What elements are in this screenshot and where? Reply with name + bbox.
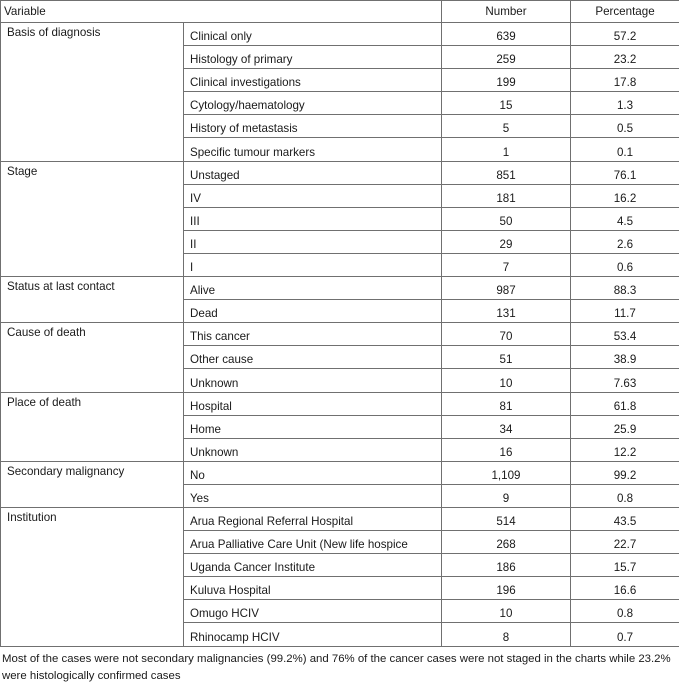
number-cell: 8 xyxy=(442,623,571,646)
number-cell: 5 xyxy=(442,115,571,138)
category-cell: II xyxy=(184,230,442,253)
number-cell: 268 xyxy=(442,531,571,554)
header-row xyxy=(1,1,679,23)
number-cell: 1,109 xyxy=(442,461,571,484)
number-cell: 9 xyxy=(442,484,571,507)
number-cell: 10 xyxy=(442,600,571,623)
percentage-cell: 57.2 xyxy=(571,23,679,46)
variable-cell: Institution xyxy=(1,507,184,646)
percentage-cell: 0.6 xyxy=(571,253,679,276)
variable-cell: Stage xyxy=(1,161,184,276)
percentage-cell: 0.8 xyxy=(571,600,679,623)
number-cell: 81 xyxy=(442,392,571,415)
category-cell: Arua Regional Referral Hospital xyxy=(184,507,442,530)
category-cell: Clinical only xyxy=(184,23,442,46)
number-cell: 10 xyxy=(442,369,571,392)
category-cell: I xyxy=(184,253,442,276)
category-cell: Unknown xyxy=(184,438,442,461)
percentage-cell: 76.1 xyxy=(571,161,679,184)
category-cell: Other cause xyxy=(184,346,442,369)
category-cell: III xyxy=(184,207,442,230)
percentage-cell: 15.7 xyxy=(571,554,679,577)
percentage-cell: 17.8 xyxy=(571,69,679,92)
number-cell: 196 xyxy=(442,577,571,600)
category-cell: History of metastasis xyxy=(184,115,442,138)
percentage-cell: 0.5 xyxy=(571,115,679,138)
percentage-cell: 11.7 xyxy=(571,300,679,323)
variable-cell: Secondary malignancy xyxy=(1,461,184,507)
category-cell: Dead xyxy=(184,300,442,323)
category-cell: Specific tumour markers xyxy=(184,138,442,161)
category-cell: Hospital xyxy=(184,392,442,415)
number-cell: 70 xyxy=(442,323,571,346)
number-cell: 16 xyxy=(442,438,571,461)
number-cell: 34 xyxy=(442,415,571,438)
number-cell: 51 xyxy=(442,346,571,369)
percentage-cell: 7.63 xyxy=(571,369,679,392)
number-cell: 7 xyxy=(442,253,571,276)
variable-cell: Basis of diagnosis xyxy=(1,23,184,162)
percentage-cell: 43.5 xyxy=(571,507,679,530)
table-row xyxy=(1,277,679,300)
percentage-cell: 38.9 xyxy=(571,346,679,369)
percentage-cell: 25.9 xyxy=(571,415,679,438)
number-cell: 1 xyxy=(442,138,571,161)
table-row xyxy=(1,461,679,484)
percentage-cell: 2.6 xyxy=(571,230,679,253)
category-cell: Clinical investigations xyxy=(184,69,442,92)
percentage-cell: 4.5 xyxy=(571,207,679,230)
percentage-cell: 1.3 xyxy=(571,92,679,115)
number-cell: 514 xyxy=(442,507,571,530)
variable-cell: Place of death xyxy=(1,392,184,461)
table-body xyxy=(1,23,679,647)
table-row xyxy=(1,323,679,346)
number-cell: 29 xyxy=(442,230,571,253)
number-cell: 851 xyxy=(442,161,571,184)
number-cell: 15 xyxy=(442,92,571,115)
percentage-cell: 16.6 xyxy=(571,577,679,600)
category-cell: Rhinocamp HCIV xyxy=(184,623,442,646)
number-cell: 199 xyxy=(442,69,571,92)
number-cell: 181 xyxy=(442,184,571,207)
table-row xyxy=(1,161,679,184)
percentage-cell: 16.2 xyxy=(571,184,679,207)
header-percentage: Percentage xyxy=(571,1,679,23)
table-row xyxy=(1,392,679,415)
percentage-cell: 0.1 xyxy=(571,138,679,161)
category-cell: Cytology/haematology xyxy=(184,92,442,115)
variable-cell: Status at last contact xyxy=(1,277,184,323)
percentage-cell: 0.7 xyxy=(571,623,679,646)
number-cell: 639 xyxy=(442,23,571,46)
category-cell: Uganda Cancer Institute xyxy=(184,554,442,577)
number-cell: 987 xyxy=(442,277,571,300)
category-cell: Unstaged xyxy=(184,161,442,184)
percentage-cell: 61.8 xyxy=(571,392,679,415)
percentage-cell: 22.7 xyxy=(571,531,679,554)
category-cell: Unknown xyxy=(184,369,442,392)
header-variable: Variable xyxy=(1,1,442,23)
percentage-cell: 99.2 xyxy=(571,461,679,484)
category-cell: This cancer xyxy=(184,323,442,346)
table-footnote: Most of the cases were not secondary malignancies (99.2%) and 76% of the cancer cases were not staged in the charts while 23.2% were histologically confirmed cases xyxy=(0,647,679,685)
category-cell: Home xyxy=(184,415,442,438)
header-number: Number xyxy=(442,1,571,23)
category-cell: Arua Palliative Care Unit (New life hospice xyxy=(184,531,442,554)
category-cell: Kuluva Hospital xyxy=(184,577,442,600)
variable-cell: Cause of death xyxy=(1,323,184,392)
category-cell: No xyxy=(184,461,442,484)
percentage-cell: 23.2 xyxy=(571,46,679,69)
category-cell: IV xyxy=(184,184,442,207)
category-cell: Omugo HCIV xyxy=(184,600,442,623)
category-cell: Yes xyxy=(184,484,442,507)
number-cell: 186 xyxy=(442,554,571,577)
percentage-cell: 53.4 xyxy=(571,323,679,346)
percentage-cell: 88.3 xyxy=(571,277,679,300)
number-cell: 259 xyxy=(442,46,571,69)
number-cell: 50 xyxy=(442,207,571,230)
table-row xyxy=(1,23,679,46)
number-cell: 131 xyxy=(442,300,571,323)
table-row xyxy=(1,507,679,530)
category-cell: Alive xyxy=(184,277,442,300)
percentage-cell: 12.2 xyxy=(571,438,679,461)
category-cell: Histology of primary xyxy=(184,46,442,69)
percentage-cell: 0.8 xyxy=(571,484,679,507)
